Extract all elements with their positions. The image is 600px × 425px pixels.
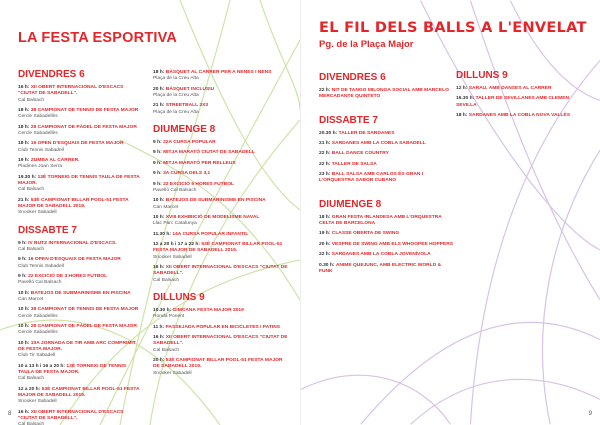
- event-place: Can Marcet: [153, 204, 179, 210]
- day-heading: DIUMENGE 8: [153, 123, 216, 135]
- event-time: 9 h:: [153, 150, 162, 156]
- event-item: [18, 198, 143, 217]
- event-time: 10 h:: [153, 214, 165, 220]
- event-place: Cal Balsach: [18, 187, 45, 193]
- event-name: MITJA MARATÓ CIUTAT DE SABADELL: [163, 150, 255, 156]
- event-time: 20 h:: [153, 357, 165, 363]
- event-item: [18, 387, 143, 406]
- day-heading: DISSABTE 7: [319, 114, 378, 126]
- day-section: [153, 70, 288, 116]
- event-name: 14A CURSA POPULAR INFANTIL: [172, 231, 249, 237]
- event-time: 20.30 h:: [319, 130, 338, 136]
- event-time: 12 a 20 h:: [18, 386, 41, 392]
- right-page: [300, 0, 600, 425]
- event-item: [18, 341, 143, 360]
- dance-column-1: [319, 72, 454, 279]
- event-place: Llac Parc Catalunya: [153, 221, 197, 227]
- day-heading: DILLUNS 9: [153, 291, 205, 303]
- event-time: 9 h:: [153, 160, 162, 166]
- event-name: 53È CAMPIONAT BILLAR POOL-51 FESTA MAJOR DE SABADELL 2019.: [153, 241, 283, 254]
- event-item: [18, 175, 143, 194]
- event-place: Cal Balsach: [18, 97, 45, 103]
- event-name: 13È TORNEIG DE TENNIS TAULA DE FESTA MAJOR.: [18, 174, 140, 187]
- event-name: BÀSQUET AL CARRER PER A NENES I NENS: [165, 70, 272, 75]
- event-place: Plaça de la Creu Alta: [153, 92, 199, 98]
- event-name: 53È CAMPIONAT BILLAR POOL-51 FESTA MAJOR DE SABADELL 2019.: [153, 357, 283, 370]
- event-item: [153, 335, 288, 354]
- event-time: 19 h:: [18, 158, 30, 164]
- event-name: IV BUTZ INTERNACIONAL D'ESCACS.: [28, 240, 117, 246]
- event-item: [319, 162, 454, 168]
- event-time: 9 h:: [153, 171, 162, 177]
- event-item: [153, 150, 288, 156]
- event-name: BALL DANCE COUNTRY: [331, 151, 389, 157]
- event-name: PASSEJADA POPULAR EN BICICLETES I PATINS: [165, 324, 281, 330]
- event-time: 10 h:: [18, 324, 30, 330]
- page-title: LA FESTA ESPORTIVA: [18, 30, 178, 46]
- event-time: 10 h:: [18, 307, 30, 313]
- event-time: 19 h:: [319, 231, 331, 237]
- event-name: 16 OPEN D'ESQUAIX DE FESTA MAJOR: [30, 141, 124, 147]
- event-item: [18, 125, 143, 138]
- day-section: [18, 225, 143, 425]
- event-name: 3A CURSA DELS 3,1: [163, 171, 211, 177]
- event-name: XVIII EXHIBICIÓ DE MODELISME NAVAL: [165, 214, 260, 220]
- event-item: [18, 108, 143, 121]
- event-name: 13È TORNEIG DE TENNIS TAULA DE FESTA MAJOR.: [18, 363, 127, 376]
- event-name: BATEJOS DE SUBMARINISME EN PISCINA: [30, 290, 131, 296]
- event-item: [18, 410, 143, 425]
- event-item: [18, 257, 143, 270]
- event-item: [153, 87, 288, 100]
- day-section: [319, 199, 454, 275]
- event-item: [456, 86, 591, 92]
- event-place: Cal Balsach: [153, 277, 180, 283]
- event-item: [18, 158, 143, 171]
- event-name: XII OBERT INTERNACIONAL D'ESCACS "CIUTAT DE SABADELL".: [18, 409, 124, 421]
- event-item: [18, 274, 143, 287]
- event-item: [18, 324, 143, 337]
- event-item: [319, 151, 454, 157]
- event-time: 9 h:: [153, 181, 162, 187]
- event-time: 16 h:: [18, 409, 30, 415]
- event-place: Snooker Sabadell: [153, 254, 192, 260]
- event-time: 20 h:: [153, 86, 165, 92]
- event-name: 22A CURSA POPULAR: [163, 139, 216, 145]
- event-time: 9 h:: [18, 273, 27, 279]
- event-time: 23 h:: [319, 172, 331, 178]
- event-place: Cercle Sabadellès: [18, 114, 58, 120]
- event-place: Snooker Sabadell: [18, 399, 57, 405]
- event-name: SARDANES AMB LA COBLA SABADELL: [331, 140, 426, 146]
- event-place: Cal Balsach: [18, 422, 45, 425]
- event-name: TALLER DE SALSA: [331, 161, 377, 167]
- event-item: [18, 291, 143, 304]
- event-item: [319, 231, 454, 237]
- event-name: GIMCANA FESTA MAJOR 2019: [172, 307, 244, 313]
- event-place: Club Tennis Sabadell: [18, 263, 64, 269]
- page-title: EL FIL DELS BALLS A L'ENVELAT: [319, 20, 587, 36]
- event-time: 21 h:: [319, 140, 331, 146]
- event-place: Pavelló Cal Balsach: [18, 280, 62, 286]
- event-time: 22 h:: [319, 252, 331, 258]
- event-item: [153, 325, 288, 331]
- event-time: 20 h:: [319, 241, 331, 247]
- page-number: 8: [8, 411, 12, 417]
- event-item: [456, 96, 591, 109]
- event-place: Cercle Sabadellès: [18, 130, 58, 136]
- event-item: [153, 70, 288, 83]
- event-place: Plaça de la Creu Alta: [153, 109, 199, 115]
- event-time: 10 h:: [18, 290, 30, 296]
- event-name: BÀSQUET INCLUSIU: [165, 86, 215, 92]
- event-name: 38 CAMPIONAT DE TENNIS DE FESTA MAJOR: [30, 307, 139, 313]
- event-item: [153, 103, 288, 116]
- event-time: 18 h:: [319, 214, 331, 220]
- day-section: [18, 69, 143, 217]
- event-name: 22 EXCICIÓ 6 HORES FUTBOL: [163, 181, 234, 187]
- event-time: 10.30 h:: [153, 307, 172, 313]
- event-name: 10A JORNADA DE TIR AMB ARC COMPRIMIT DE FESTA MAJOR.: [18, 340, 136, 353]
- event-item: [153, 171, 288, 177]
- event-place: Pavelló Cal Balsach: [153, 187, 197, 193]
- event-time: 18 h:: [153, 70, 165, 75]
- event-time: 9 h:: [153, 139, 162, 145]
- event-name: TALLER DE SEVILLANES AMB CLEMEN SEVILLA: [456, 96, 570, 108]
- event-place: Snooker Sabadell: [18, 210, 57, 216]
- event-name: 28 CAMPIONAT DE PÀDEL DE FESTA MAJOR: [30, 324, 137, 330]
- event-time: 19.30 h:: [18, 174, 37, 180]
- day-heading: DIVENDRES 6: [18, 69, 85, 80]
- event-item: [153, 198, 288, 211]
- event-item: [18, 141, 143, 154]
- event-time: 18 h:: [18, 107, 30, 113]
- day-section: [319, 115, 454, 185]
- event-item: [153, 308, 288, 321]
- event-time: 16 h:: [153, 264, 165, 270]
- event-place: Cercle Sabadellès: [18, 330, 58, 336]
- event-name: STREETBALL 3X3: [165, 103, 209, 109]
- event-name: MITJA MARATÓ PER RELLEUS: [163, 160, 236, 166]
- event-time: 9 h:: [18, 240, 27, 246]
- event-item: [319, 131, 454, 137]
- event-item: [153, 215, 288, 228]
- event-name: SARDANES AMB LA COBLA NOVA VALLÈS: [468, 113, 571, 119]
- event-place: Ronda Ponent: [153, 314, 185, 320]
- event-name: 28 CAMPIONAT DE PÀDEL DE FESTA MAJOR: [30, 124, 137, 130]
- day-heading: DIUMENGE 8: [319, 198, 382, 210]
- event-name: ZUMBA AL CARRER.: [30, 158, 80, 164]
- event-item: [456, 113, 591, 119]
- day-heading: DIVENDRES 6: [319, 72, 386, 83]
- event-name: XII OBERT INTERNACIONAL D'ESCACS "CIUTAT DE SABADELL".: [153, 334, 288, 347]
- event-time: 0.30 h:: [319, 262, 335, 268]
- event-name: 38 CAMPIONAT DE TENNIS DE FESTA MAJOR: [30, 107, 139, 113]
- event-place: Cercle Sabadellès: [18, 313, 58, 319]
- event-name: 53È CAMPIONAT BILLAR POOL-51 FESTA MAJOR DE SABADELL 2019.: [18, 386, 140, 398]
- event-time: 16 h:: [153, 334, 165, 340]
- event-time: 18 h:: [18, 124, 30, 130]
- day-section: [153, 292, 288, 377]
- event-time: 9 h:: [18, 257, 27, 263]
- event-item: [18, 241, 143, 254]
- event-name: GRAN FESTA IRLANDESA AMB L'ORQUESTRA CELTA DE BARCELONA: [319, 214, 442, 227]
- event-name: BALL SALSA AMB CARLOS ÉS GRAN I L'ORQUESTRA SABOR CUBANO: [319, 172, 424, 184]
- event-item: [153, 265, 288, 284]
- event-name: BATEJOS DE SUBMARINISME EN PISCINA: [165, 198, 266, 204]
- event-time: 12 h:: [456, 86, 468, 91]
- event-item: [153, 242, 288, 261]
- day-section: [456, 70, 591, 119]
- event-item: [319, 88, 454, 101]
- event-name: TALLER DE SARDANES: [338, 130, 395, 136]
- event-item: [319, 252, 454, 258]
- event-time: 22 h:: [319, 151, 331, 157]
- event-time: 18 h:: [18, 141, 30, 147]
- event-place: Cal Balsach: [18, 376, 45, 382]
- event-place: Pladines Joan Serra: [18, 164, 63, 170]
- event-place: Snooker Sabadell: [153, 370, 192, 376]
- event-time: 22 h:: [319, 88, 331, 93]
- event-name: 16 OPEN D'ESQUAIX DE FESTA MAJOR: [28, 257, 121, 263]
- event-place: Club Tennis Sabadell: [18, 147, 64, 153]
- event-item: [18, 85, 143, 104]
- day-heading: DILLUNS 9: [456, 70, 508, 81]
- event-place: Can Marcet: [18, 296, 44, 302]
- day-section: [153, 124, 288, 284]
- event-item: [319, 242, 454, 248]
- event-time: 18 h:: [456, 113, 468, 119]
- sports-column-2: [153, 70, 288, 381]
- event-place: Cal Balsach: [18, 246, 45, 252]
- event-item: [319, 141, 454, 147]
- event-item: [153, 161, 288, 167]
- event-name: 22 EXCICIÓ DE 3 HORES FUTBOL: [28, 273, 108, 279]
- page-subtitle: Pg. de la Plaça Major: [319, 39, 414, 50]
- event-item: [319, 215, 454, 228]
- event-item: [319, 263, 454, 276]
- event-time: 10 h:: [153, 198, 165, 204]
- event-item: [18, 364, 143, 383]
- day-section: [319, 72, 454, 101]
- dance-column-2: [456, 70, 591, 123]
- event-name: ANIME QUEJUNC, AMB ELECTRIC WORLD & FUNK: [319, 262, 442, 274]
- event-time: 22 h:: [319, 161, 331, 167]
- event-place: Club Tir Sabadell: [18, 353, 56, 359]
- event-time: 12 a 20 h i 17 a 22 h:: [153, 241, 201, 247]
- event-time: 11.30 h:: [153, 231, 171, 237]
- event-time: 10 h:: [18, 340, 30, 346]
- event-time: 21 h:: [18, 197, 30, 203]
- page-number: 9: [588, 411, 592, 417]
- event-name: SARAU, AMB DANSES AL CARRER: [468, 86, 552, 91]
- event-item: [153, 232, 288, 238]
- sports-column-1: [18, 69, 143, 425]
- event-item: [18, 307, 143, 320]
- event-name: NIT DE TANGO MILONGA SOCIAL AMB MARCELO MERCADANTE QUINTETO: [319, 88, 449, 100]
- event-place: Cal Balsach: [153, 347, 180, 353]
- event-name: CLASSE OBERTA DE SWING: [331, 231, 400, 237]
- event-time: 10 a 13 h i 16 a 20 h:: [18, 363, 66, 369]
- event-item: [153, 140, 288, 146]
- event-time: 16.30 h:: [456, 96, 475, 102]
- event-name: SARDANES AMB LA COBLA JOVENÍVOLA: [331, 252, 431, 258]
- event-item: [153, 358, 288, 377]
- event-time: 11 h:: [153, 324, 165, 330]
- event-name: VESPRE DE SWING AMB ELS WHOOPEE HOPPERS: [331, 241, 454, 247]
- event-name: 53È CAMPIONAT BILLAR POOL-51 FESTA MAJOR DE SABADELL 2019.: [18, 197, 129, 210]
- event-name: XII OBERT INTERNACIONAL D'ESCACS "CIUTAT DE SABADELL".: [153, 264, 288, 277]
- day-heading: DISSABTE 7: [18, 224, 77, 236]
- event-time: 21 h:: [153, 103, 165, 109]
- event-item: [153, 182, 288, 195]
- event-name: XII OBERT INTERNACIONAL D'ESCACS "CIUTAT DE SABADELL".: [18, 85, 124, 97]
- event-place: Plaça de la Creu Alta: [153, 76, 199, 82]
- event-time: 16 h:: [18, 85, 30, 90]
- event-item: [319, 172, 454, 185]
